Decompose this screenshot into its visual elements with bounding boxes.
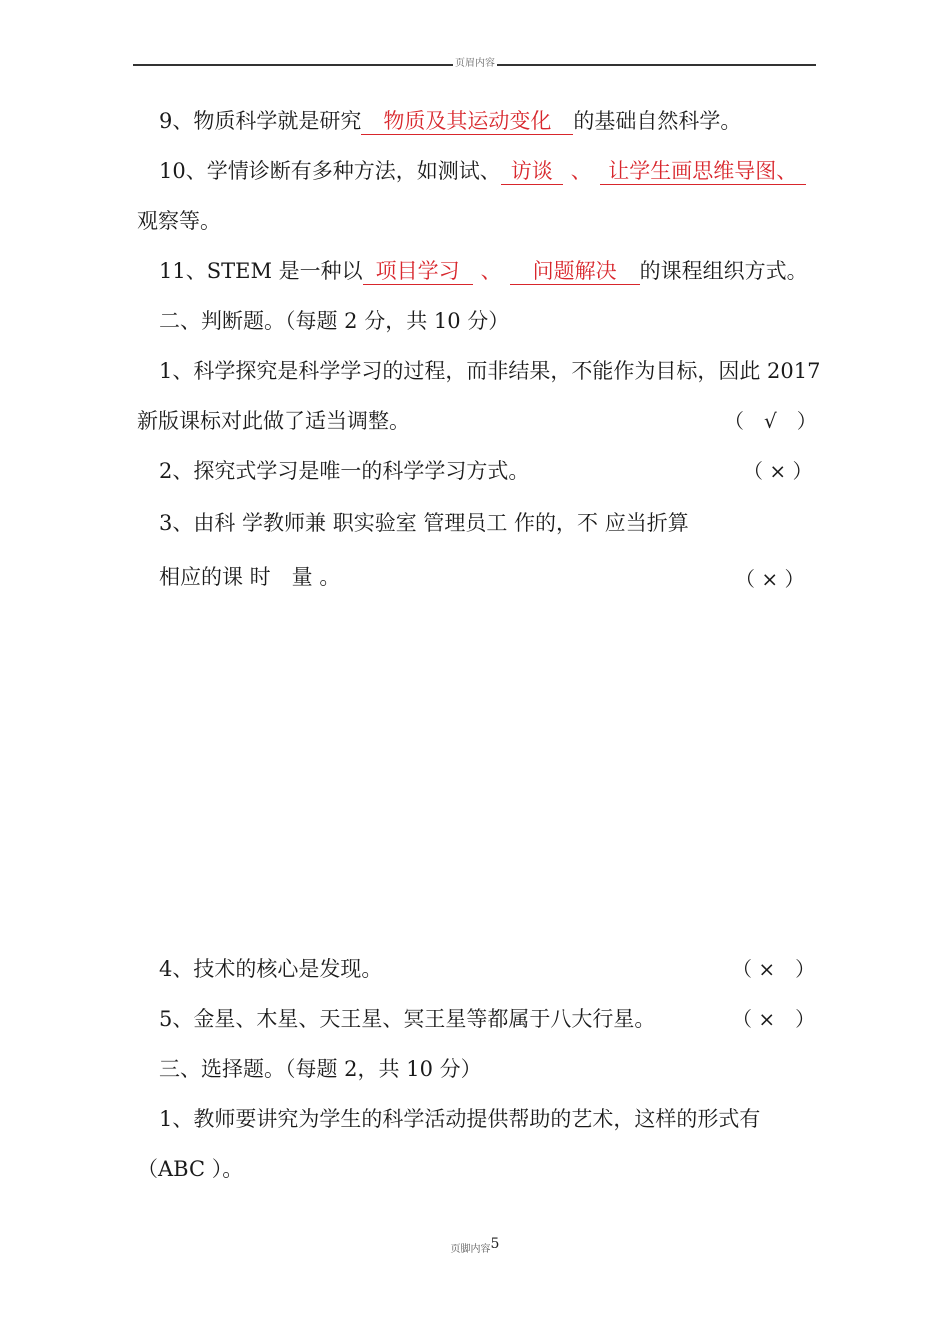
judge-question-2: 2、探究式学习是唯一的科学学习方式。	[159, 459, 530, 483]
judge-question-3-continued: 相应的课 时 量 。	[159, 565, 341, 589]
fill-question-10-continued: 观察等。	[137, 209, 221, 233]
answer-blank: 访谈	[501, 158, 563, 185]
judge-question-4: 4、技术的核心是发现。	[159, 957, 383, 981]
judge-answer-4: （ × ）	[732, 957, 816, 981]
choice-question-1-answer: （ABC ）。	[137, 1157, 244, 1181]
judge-question-1: 1、科学探究是科学学习的过程，而非结果，不能作为目标，因此 2017	[159, 359, 821, 383]
judge-question-3: 3、由科 学教师兼 职实验室 管理员工 作的，不 应当折算	[159, 511, 689, 535]
judge-answer-3: （ × ）	[735, 567, 805, 591]
answer-blank: 物质及其运动变化	[361, 108, 573, 135]
page-number: 5	[490, 1236, 500, 1252]
fill-question-9: 9、物质科学就是研究 物质及其运动变化 的基础自然科学。	[159, 109, 742, 133]
page-footer: 页脚内容5	[450, 1236, 500, 1255]
judge-question-5: 5、金星、木星、天王星、冥王星等都属于八大行星。	[159, 1007, 656, 1031]
section-2-title: 二、判断题。（每题 2 分，共 10 分）	[159, 309, 510, 333]
fill-question-11: 11、STEM 是一种以 项目学习 、 问题解决 的课程组织方式。	[159, 259, 808, 283]
judge-answer-5: （ × ）	[732, 1007, 816, 1031]
choice-question-1: 1、教师要讲究为学生的科学活动提供帮助的艺术，这样的形式有	[159, 1107, 761, 1131]
answer-blank: 让学生画思维导图、	[600, 158, 806, 185]
page-header: 页眉内容	[455, 58, 495, 69]
judge-answer-2: （ × ）	[743, 459, 813, 483]
answer-blank: 项目学习	[363, 258, 473, 285]
section-3-title: 三、选择题。（每题 2，共 10 分）	[159, 1057, 482, 1081]
judge-answer-1: （ √ ）	[724, 409, 817, 433]
fill-question-10: 10、学情诊断有多种方法，如测试、 访谈 、 让学生画思维导图、	[159, 156, 806, 186]
answer-blank: 问题解决	[510, 258, 640, 285]
judge-question-1-continued: 新版课标对此做了适当调整。	[137, 409, 410, 433]
